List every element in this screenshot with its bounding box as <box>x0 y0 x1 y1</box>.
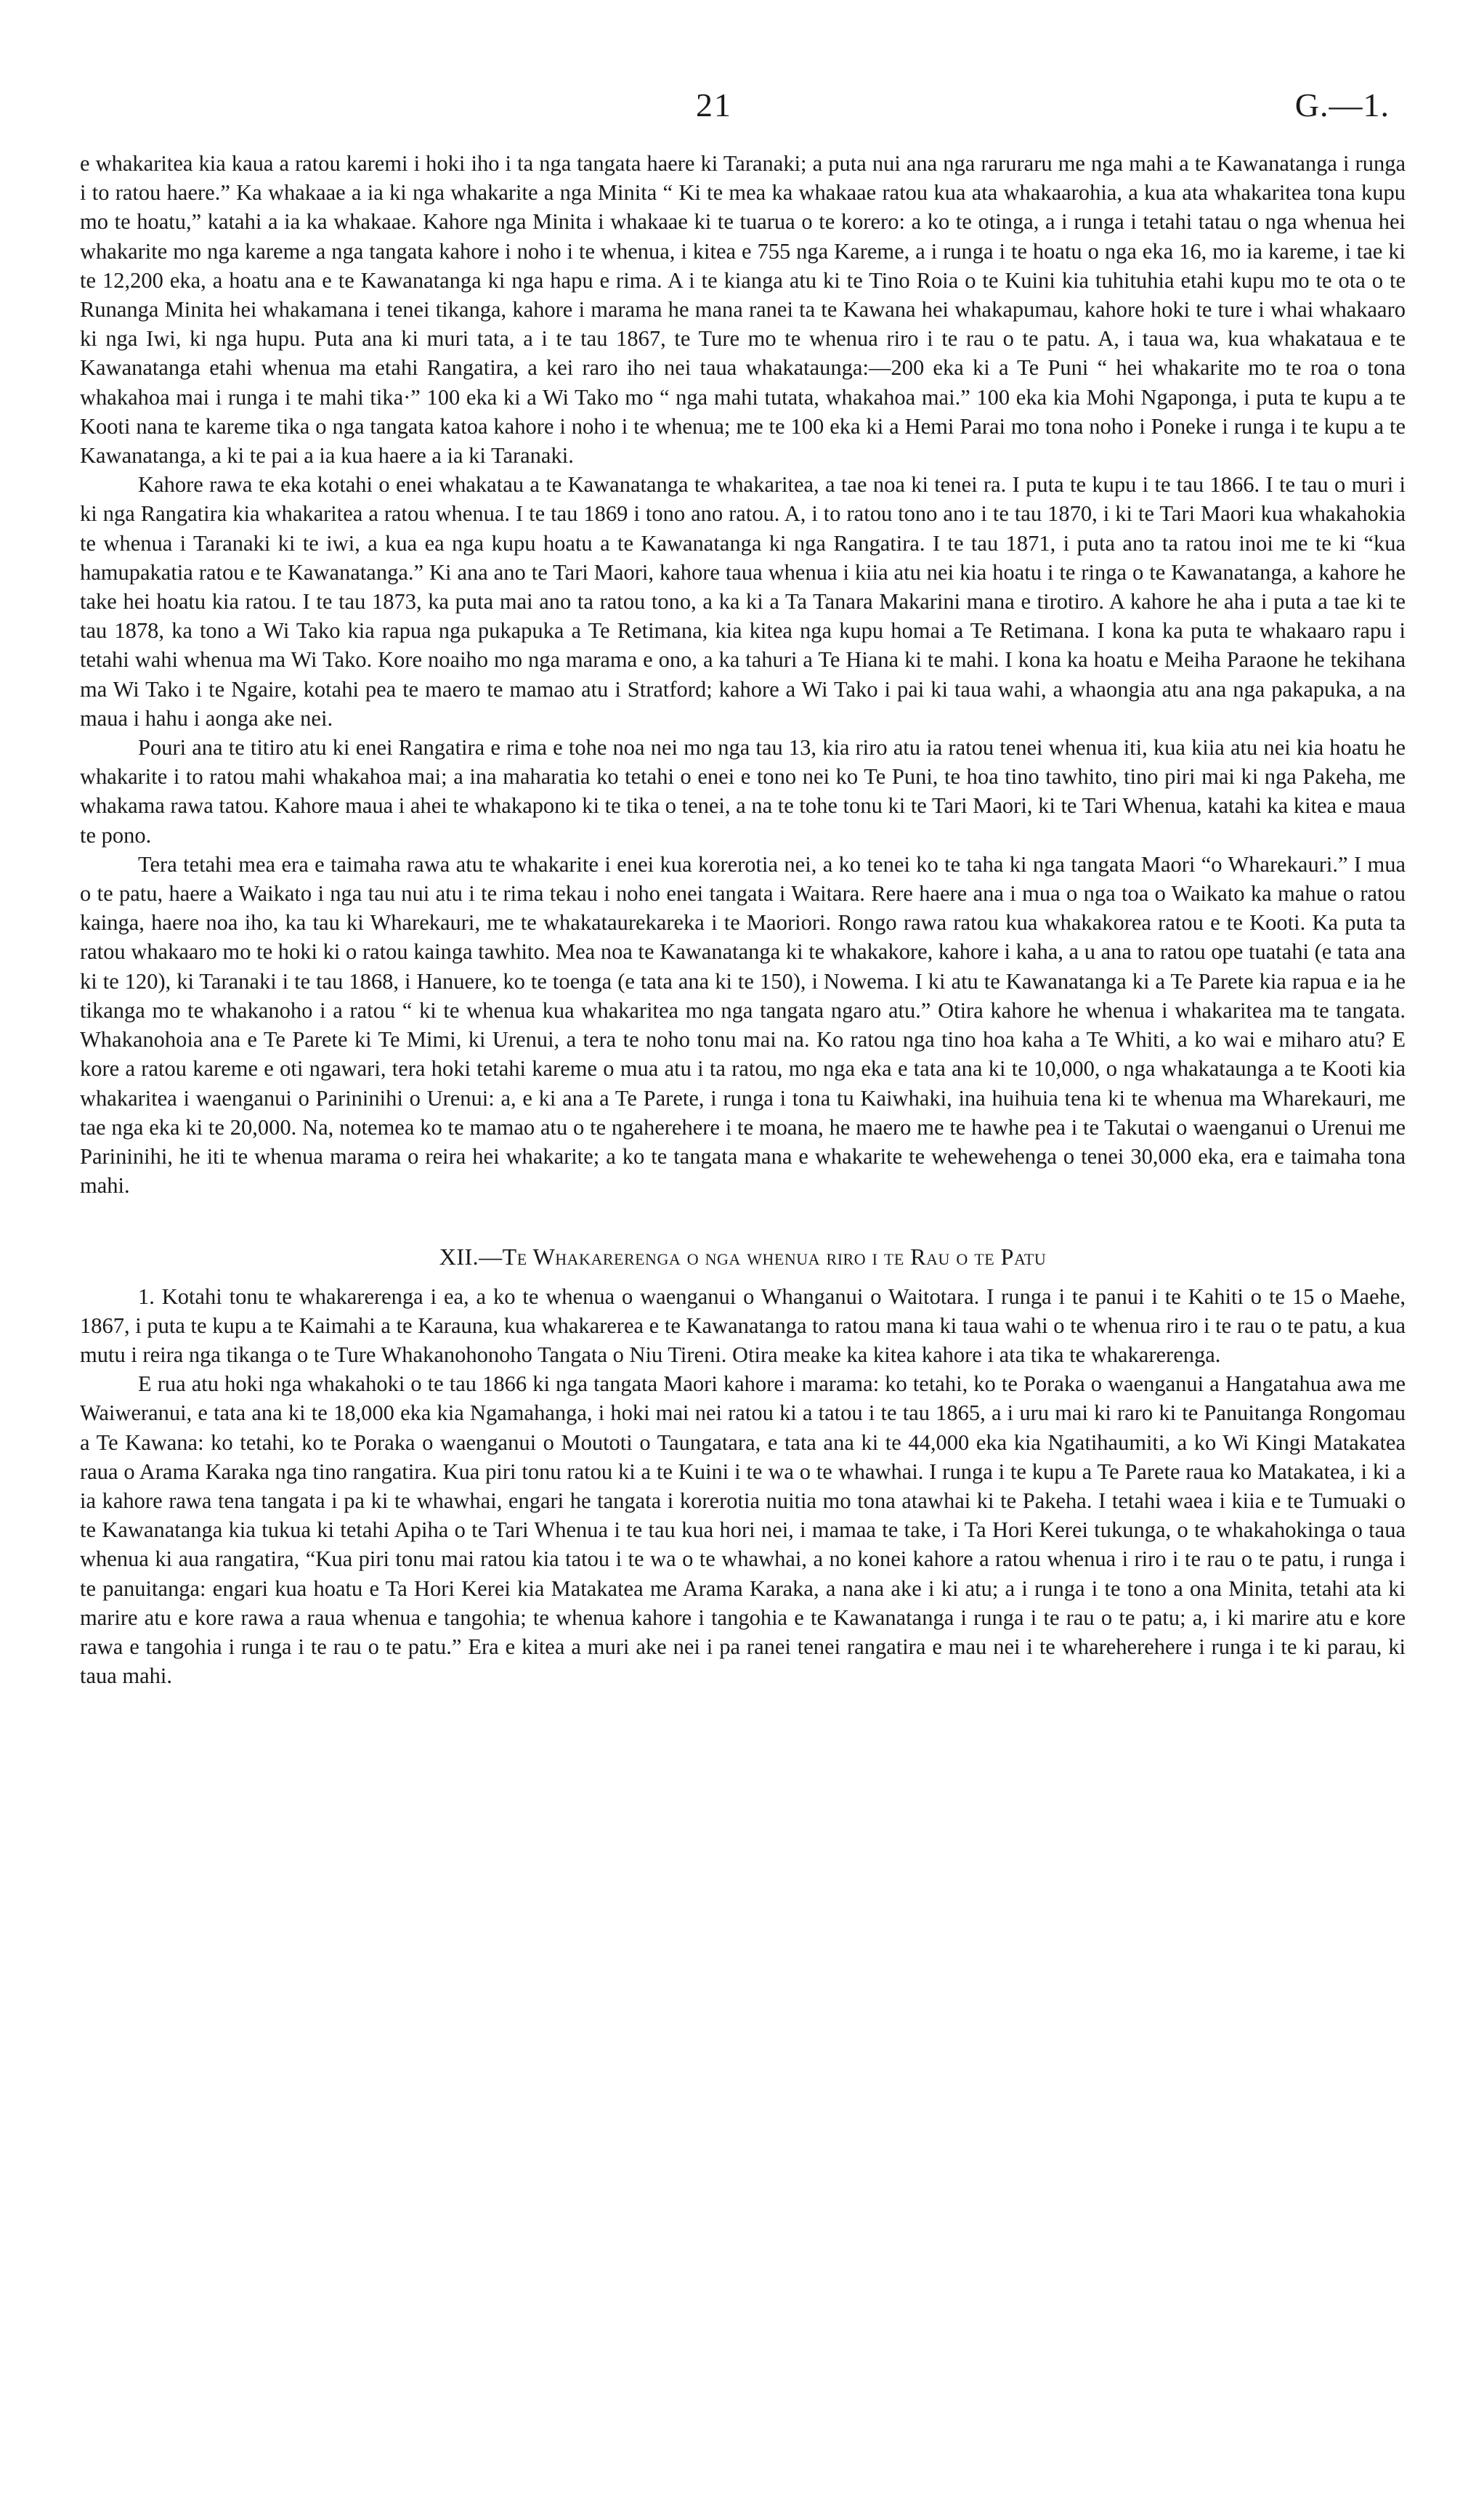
document-reference: G.—1. <box>1294 86 1390 123</box>
paragraph: 1. Kotahi tonu te whakarerenga i ea, a ko te whenua o waenganui o Whanganui o Waitotara. I runga i te panui i te Kahiti o te 15 o Maehe, 1867, i puta te kupu a te Kaimahi a te Karauna, kua whakarerea e te Kawanatanga to ratou mana ki taua wahi o te whenua riro i te rau o te patu, a kua mutu i reira nga tikanga o te Ture Whakanohonoho Tangata o Niu Tireni. Otira meake ka kitea kahore i ata tika te whakarerenga. <box>80 1284 1406 1367</box>
section-title: Te Whakarerenga o nga whenua riro i te Rau o te Patu <box>502 1244 1047 1270</box>
paragraph: E rua atu hoki nga whakahoki o te tau 1866 ki nga tangata Maori kahore i marama: ko tetahi, ko te Poraka o waenganui a Hangatahua awa me Waiweranui, e tata ana ki te 18,000 eka kia Ngamahanga, i hoki mai nei ratou ki a tatou i te tau 1865, a i uru mai ki raro ki te Panuitanga Rongomau a Te Kawana: ko tetahi, ko te Poraka o waenganui o Moutoti o Taungatara, e tata ana ki te 44,000 eka kia Ngatihaumiti, a ko Wi Kingi Matakatea raua o Arama Karaka nga tino rangatira. Kua piri tonu ratou ki a te Kuini i te wa o te whawhai. I runga i te kupu a Te Parete raua ko Matakatea, i ki a ia kahore rawa tena tangata i pa ki te whawhai, engari he tangata i korerotia nuitia mo tona atawhai ki te Pakeha. I tetahi waea i kiia e te Tumuaki o te Kawanatanga kia tukua ki tetahi Apiha o te Tari Whenua i te tau kua hori nei, i mamaa te take, i Ta Hori Kerei tukunga, o te whakahokinga o taua whenua ki aua rangatira, “Kua piri tonu mai ratou kia tatou i te wa o te whawhai, a no konei kahore a ratou whenua i riro i te rau o te patu, i runga i te panuitanga: engari kua hoatu e Ta Hori Kerei kia Matakatea me Arama Karaka, a nana ake i ki atu; a i runga i te tono a ona Minita, tetahi ata ki marire atu e kore rawa a raua whenua e tangohia; te whenua kahore i tangohia e te Kawanatanga i runga i te rau o te patu; a, i ki marire atu e kore rawa e tangohia i runga i te rau o te patu.” Era e kitea a muri ake nei i pa ranei tenei rangatira e mau nei i te whareherehere i runga i te ki parau, ki taua mahi. <box>80 1371 1406 1689</box>
paragraph: Kahore rawa te eka kotahi o enei whakatau a te Kawanatanga te whakaritea, a tae noa ki tenei ra. I puta te kupu i te tau 1866. I te tau o muri i ki nga Rangatira kia whakaritea a ratou whenua. I te tau 1869 i tono ano ratou. A, i to ratou tono ano i te tau 1870, i ki te Tari Maori kua whakahokia te whenua i Taranaki ki te iwi, a kua ea nga kupu hoatu a te Kawanatanga ki nga Rangatira. I te tau 1871, i puta ano ta ratou inoi me te ki “kua hamupakatia ratou e te Kawanatanga.” Ki ana ano te Tari Maori, kahore taua whenua i kiia atu nei kia hoatu i te ringa o te Kawanatanga, a kahore he take hei hoatu kia ratou. I te tau 1873, ka puta mai ano ta ratou tono, a ka ki a Ta Tanara Makarini mana e tirotiro. A kahore he aha i puta a tae ki te tau 1878, ka tono a Wi Tako kia rapua nga pukapuka a Te Retimana, kia kitea nga kupu homai a Te Retimana. I kona ka puta te whakaaro rapu i tetahi wahi whenua ma Wi Tako. Kore noaiho mo nga marama e ono, a ka tahuri a Te Hiana ki te mahi. I kona ka hoatu e Meiha Paraone he tekihana ma Wi Tako i te Ngaire, kotahi pea te maero te mamao atu i Stratford; kahore a Wi Tako i pai ki taua wahi, a whaongia atu ana nga pakapuka, a na maua i hahu i aonga ake nei. <box>80 472 1406 731</box>
section-heading <box>80 1242 1406 1271</box>
paragraph: e whakaritea kia kaua a ratou karemi i hoki iho i ta nga tangata haere ki Taranaki; a puta nui ana nga raruraru me nga mahi a te Kawanatanga i runga i to ratou haere.” Ka whakaae a ia ki nga whakarite a nga Minita “ Ki te mea ka whakaae ratou kua ata whakaarohia, a kua ata whakaritea tona kupu mo te hoatu,” katahi a ia ka whakaae. Kahore nga Minita i whakaae ki te tuarua o te korero: a ko te otinga, a i runga i tetahi tatau o nga whenua hei whakarite mo nga kareme a nga tangata kahore i noho i te whenua, i kitea e 755 nga Kareme, a i runga i te hoatu o nga eka 16, mo ia kareme, i tae ki te 12,200 eka, a hoatu ana e te Kawanatanga ki nga hapu e rima. A i te kianga atu ki te Tino Roia o te Kuini kia tuhituhia etahi kupu mo te ota o te Runanga Minita hei whakamana i tenei tikanga, kahore i marama he mana ranei ta te Kawana hei whakapumau, kahore hoki te ture i whai whakaaro ki nga Iwi, ki nga hupu. Puta ana ki muri tata, a i te tau 1867, te Ture mo te whenua riro i te rau o te patu. A, i taua wa, kua whakataua e te Kawanatanga etahi whenua ma etahi Rangatira, a kei raro iho nei taua whakataunga:—200 eka ki a Te Puni “ hei whakarite mo te roa o tona whakahoa mai i runga i te mahi tika·” 100 eka ki a Wi Tako mo “ nga mahi tutata, whakahoa mai.” 100 eka kia Mohi Ngaponga, i puta te kupu a te Kooti nana te kareme tika o nga tangata katoa kahore i noho i te whenua; me te 100 eka ki a Hemi Parai mo tona noho i Poneke i runga i te kupu a te Kawanatanga, a ki te pai a ia kua haere a ia ki Taranaki. <box>80 151 1406 469</box>
page-number: 21 <box>696 86 732 123</box>
paragraph: Tera tetahi mea era e taimaha rawa atu te whakarite i enei kua korerotia nei, a ko tenei ko te taha ki nga tangata Maori “o Wharekauri.” I mua o te patu, haere a Waikato i nga tau nui atu i te rima tekau i noho enei tangata i Waitara. Rere haere ana i mua o nga toa o Waikato ka mahue o ratou kainga, haere noa iho, ka tau ki Wharekauri, me te whakataurekareka i te Maoriori. Rongo rawa ratou kua whakakorea ratou e te Kooti. Ka puta ta ratou whakaaro mo te hoki ki o ratou kainga tawhito. Mea noa te Kawanatanga ki te whakakore, kahore i kaha, a u ana to ratou ope tuatahi (e tata ana ki te 120), ki Taranaki i te tau 1868, i Hanuere, ko te toenga (e tata ana ki te 150), i Nowema. I ki atu te Kawanatanga ki a Te Parete kia rapua e ia he tikanga mo te whakanoho i a ratou “ ki te whenua kua whakaritea mo nga tangata ngaro atu.” Otira kahore he whenua i whakaritea ma te tangata. Whakanohoia ana e Te Parete ki Te Mimi, ki Urenui, a tera te noho tonu mai na. Ko ratou nga tino hoa kaha a Te Whiti, a ko wai e miharo atu? E kore a ratou kareme e oti ngawari, tera hoki tetahi kareme o mua atu i ta ratou, mo nga eka e tata ana ki te 10,000, o nga whakataunga a te Kooti kia whakaritea i waenganui o Parininihi o Urenui: a, e ki ana a Te Parete, i runga i tona tu Kaiwhaki, ina huihuia tena ki te whenua ma Wharekauri, me tae nga eka ki te 20,000. Na, notemea ko te mamao atu o te ngaherehere i te moana, he maero me te hawhe pea i te Takutai o waenganui o Urenui me Parininihi, he iti te whenua marama o reira hei whakarite; a ko te tangata mana e whakarite te wehewehenga o tenei 30,000 eka, era e taimaha tona mahi. <box>80 851 1406 1199</box>
paragraph: Pouri ana te titiro atu ki enei Rangatira e rima e tohe noa nei mo nga tau 13, kia riro atu ia ratou tenei whenua iti, kua kiia atu nei kia hoatu he whakarite i to ratou mahi whakahoa mai; a ina maharatia ko tetahi o enei e tono nei ko Te Puni, te hoa tino tawhito, tino piri mai ki nga Pakeha, me whakama rawa tatou. Kahore maua i ahei te whakapono ki te tika o tenei, a na te tohe tonu ki te Tari Maori, ki te Tari Whenua, katahi ka kitea e maua te pono. <box>80 735 1406 848</box>
page-header <box>0 86 1484 129</box>
section-numeral: XII.— <box>439 1244 503 1270</box>
document-body <box>80 149 1406 1690</box>
